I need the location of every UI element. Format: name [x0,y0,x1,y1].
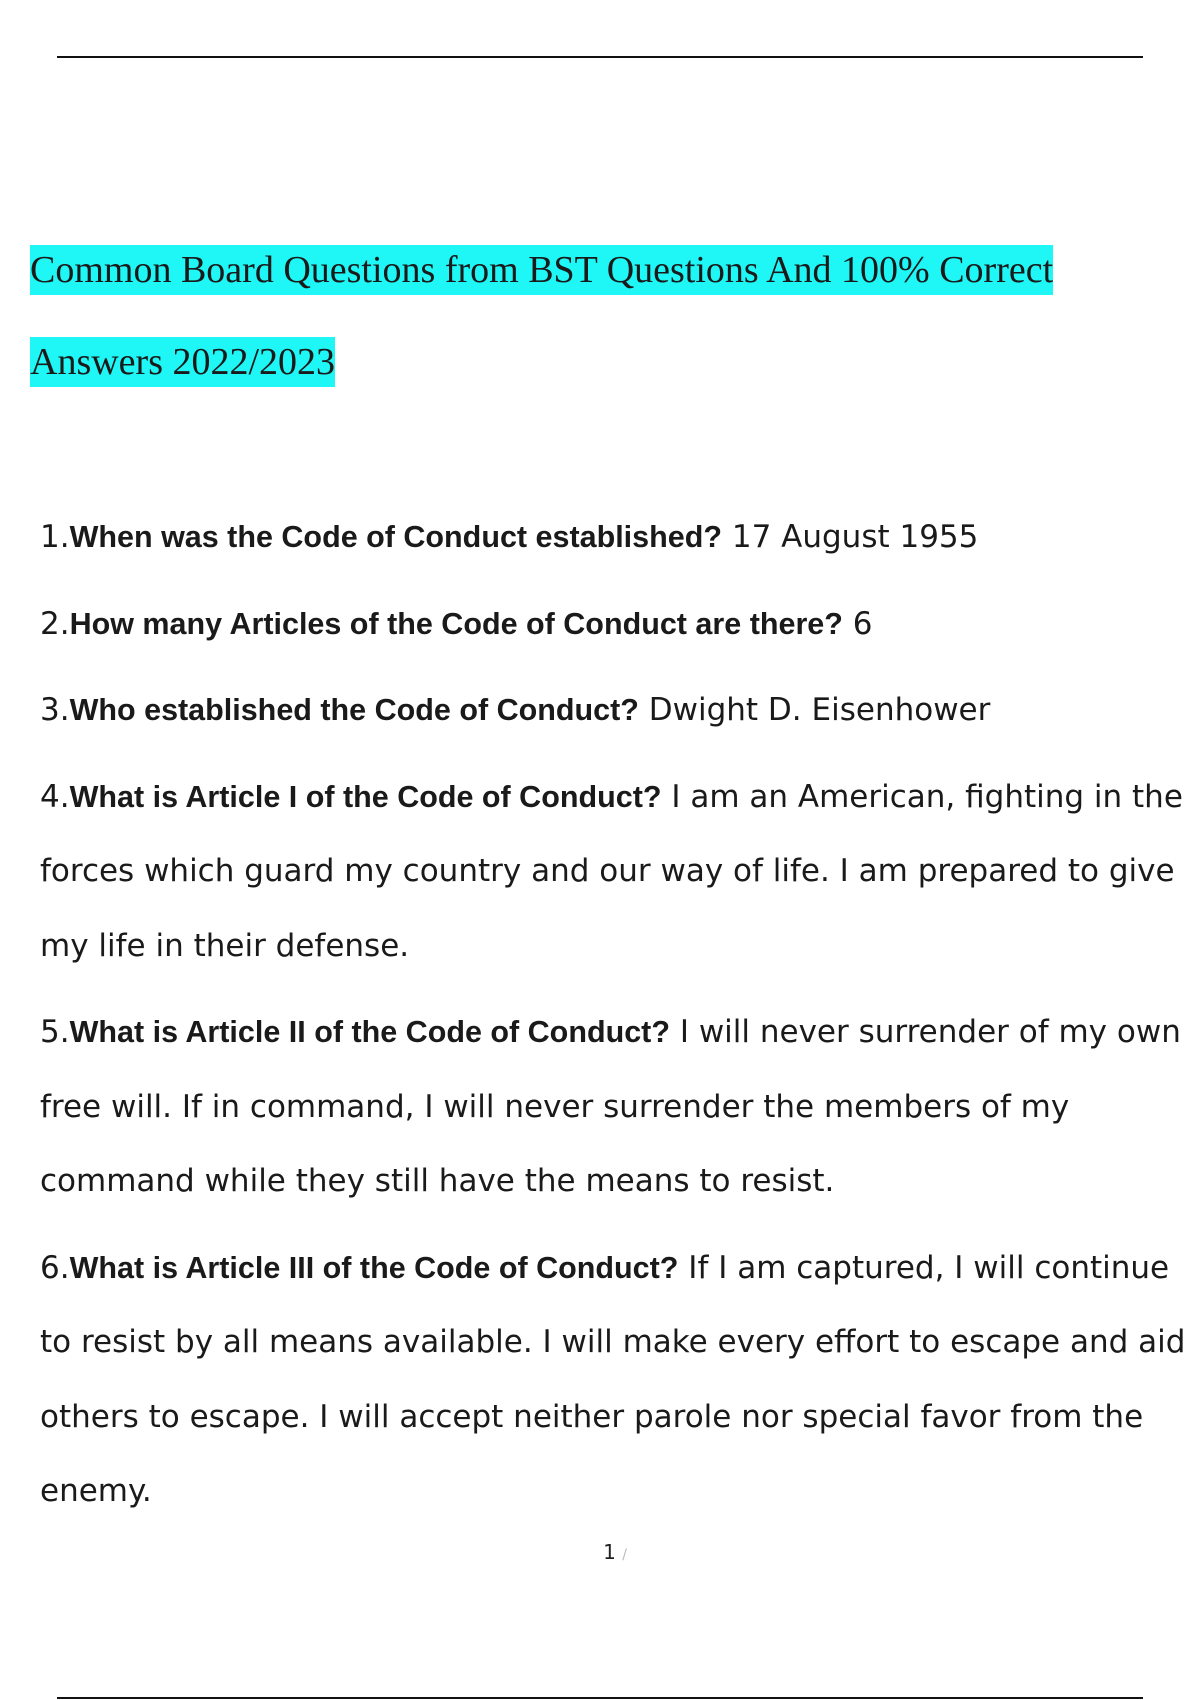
title-line-2: Answers 2022/2023 [30,337,335,387]
answer-text: I am an American, fighting in the forces which guard my country and our way of life. I am prepared to give my life in their defense. [40,778,1183,964]
answer-text: 6 [852,605,873,642]
answer-text: I will never surrender of my own free will. If in command, I will never surrender the members of my command while they still have the means to resist. [40,1014,1181,1199]
question-text: What is Article I of the Code of Conduct? [69,779,662,814]
answer-text: 17 August 1955 [731,519,979,555]
item-number: 2. [40,605,70,642]
bottom-rule [57,1697,1143,1699]
page-separator: / [622,1547,627,1563]
question-text: What is Article II of the Code of Conduct? [69,1015,670,1049]
page-number [0,1540,1200,1564]
answer-text: Dwight D. Eisenhower [648,692,991,728]
question-text: When was the Code of Conduct established? [69,520,722,554]
list-item [40,500,1190,575]
question-text: What is Article III of the Code of Conduct? [69,1250,679,1285]
list-item [40,1231,1190,1529]
question-text: Who established the Code of Conduct? [69,693,639,727]
item-number: 3. [40,692,70,728]
item-number: 6. [40,1249,70,1286]
title-line-1: Common Board Questions from BST Questions And 100% Correct [30,245,1053,295]
item-number: 5. [40,1014,70,1050]
item-number: 4. [40,778,70,815]
question-list [40,500,1190,1541]
question-text: How many Articles of the Code of Conduct are there? [69,606,843,641]
top-rule [57,56,1143,58]
answer-text: If I am captured, I will continue to resist by all means available. I will make every effort to escape and aid others to escape. I will accept neither parole nor special favor from the enemy. [40,1249,1186,1509]
list-item [40,995,1190,1219]
document-title [30,224,1170,408]
list-item [40,760,1190,984]
page-number-value: 1 [603,1540,616,1564]
list-item [40,673,1190,748]
list-item [40,587,1190,662]
item-number: 1. [40,519,70,555]
